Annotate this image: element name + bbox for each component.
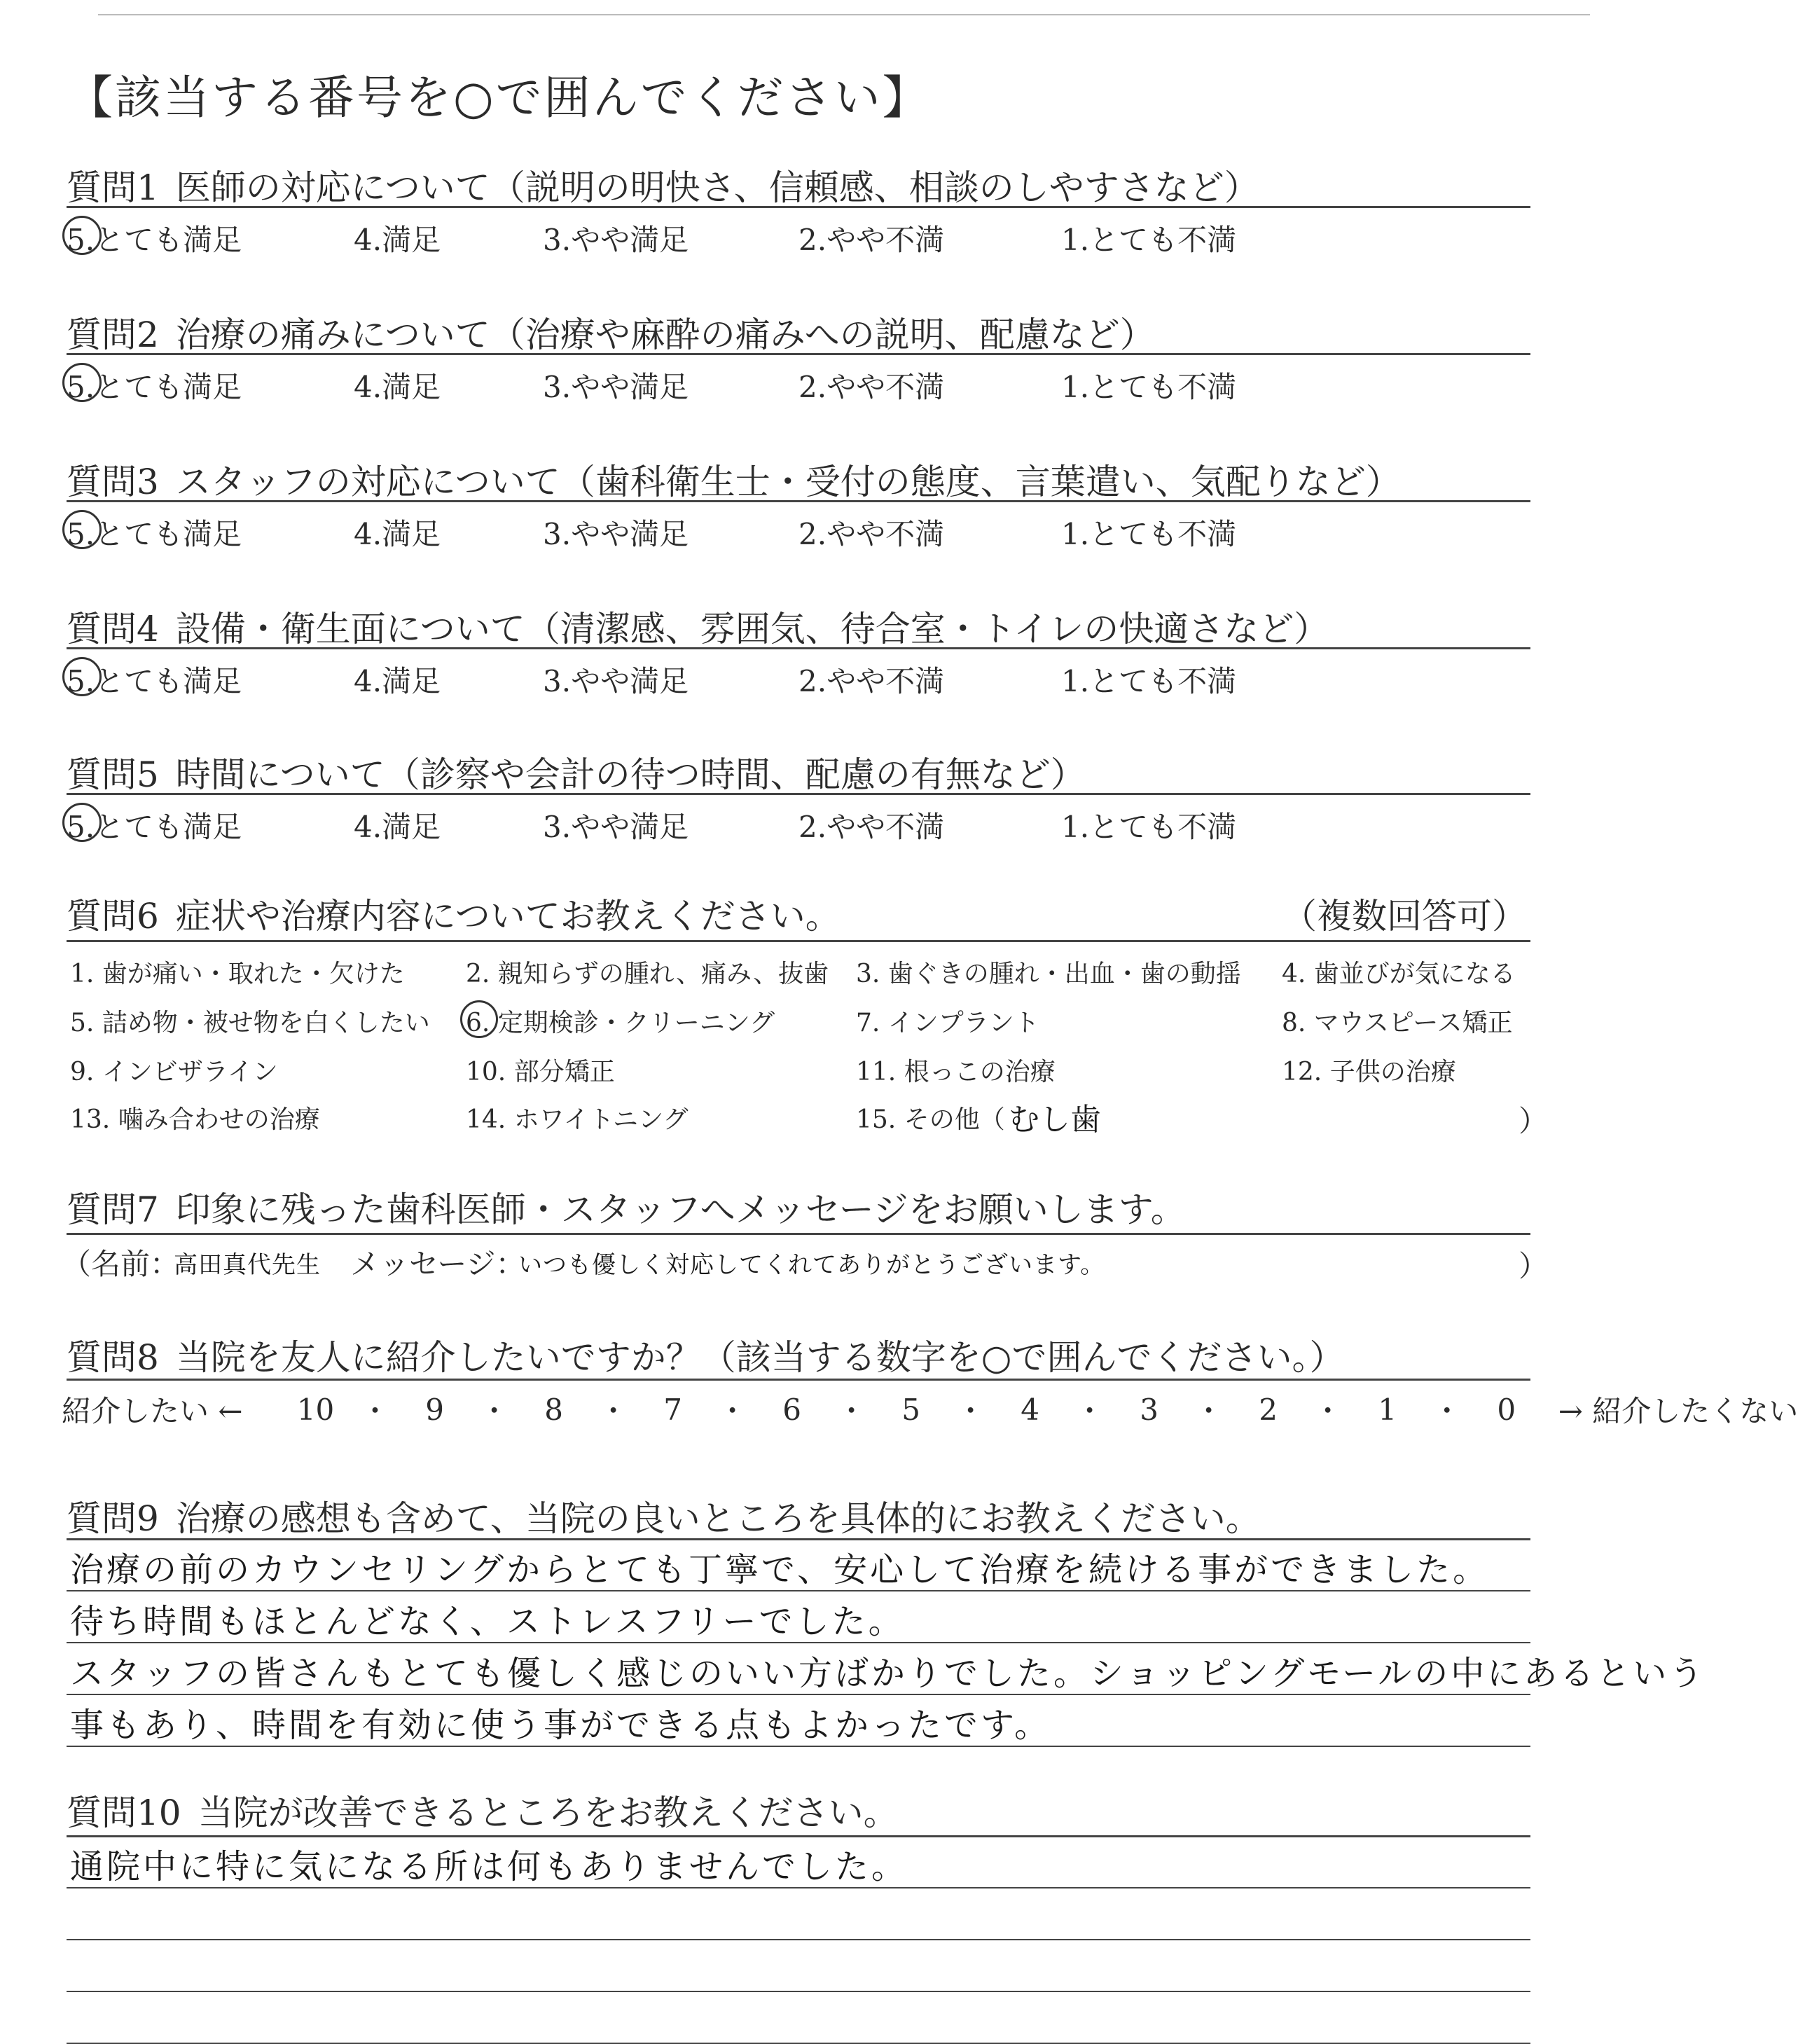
- q6-text: 症状や治療内容についてお教えください。: [175, 896, 841, 937]
- q6-option-6[interactable]: 6. 定期検診・クリーニング: [466, 1009, 775, 1037]
- q6-rule: [67, 940, 1530, 942]
- q9-rule: [67, 1538, 1530, 1540]
- q6-option-15[interactable]: 15. その他（: [856, 1105, 1005, 1134]
- q1-heading: [67, 160, 1259, 210]
- q10-heading: [67, 1785, 899, 1835]
- q7-text: 印象に残った歯科医師・スタッフへメッセージをお願いします。: [175, 1189, 1186, 1230]
- q9-rule: [67, 1590, 1530, 1591]
- q7-close-paren: ）: [1519, 1249, 1549, 1283]
- q3-rule: [67, 500, 1530, 502]
- q8-scale: [62, 1388, 1798, 1430]
- q7-heading: [67, 1182, 1186, 1232]
- q9-number: 質問9: [67, 1498, 159, 1539]
- q1-option-2[interactable]: 2.やや不満: [798, 223, 945, 257]
- q8-scale-7[interactable]: 7: [663, 1392, 682, 1427]
- q4-heading: [67, 601, 1329, 651]
- q9-answer-line[interactable]: 治療の前のカウンセリングからとても丁寧で、安心して治療を続ける事ができました。: [70, 1550, 1490, 1589]
- q6-option-7[interactable]: 7. インプラント: [856, 1009, 1039, 1037]
- q2-text: 治療の痛みについて（治療や麻酔の痛みへの説明、配慮など）: [175, 315, 1155, 355]
- q8-scale-6[interactable]: 6: [782, 1392, 801, 1427]
- q2-heading: [67, 307, 1155, 357]
- q6-other-answer[interactable]: むし歯: [1009, 1102, 1101, 1138]
- q1-option-5[interactable]: 5.とても満足: [67, 223, 242, 257]
- q8-scale-10[interactable]: 10: [296, 1392, 335, 1427]
- q9-rule: [67, 1694, 1530, 1695]
- q7-message-value[interactable]: いつも優しく対応してくれてありがとうございます。: [518, 1251, 1105, 1279]
- q1-number: 質問1: [67, 167, 159, 208]
- q4-option-2[interactable]: 2.やや不満: [798, 664, 945, 698]
- q8-scale-8[interactable]: 8: [544, 1392, 563, 1427]
- q10-rule: [67, 1835, 1530, 1837]
- q8-number: 質問8: [67, 1337, 159, 1378]
- q8-number-row: [271, 1388, 1551, 1430]
- q2-number: 質問2: [67, 315, 159, 355]
- q1-selection-circle: [62, 216, 102, 255]
- q6-option-2[interactable]: 2. 親知らずの腫れ、痛み、抜歯: [466, 960, 829, 988]
- q6-option-4[interactable]: 4. 歯並びが気になる: [1282, 960, 1516, 988]
- q5-option-4[interactable]: 4.満足: [354, 810, 441, 844]
- q4-selection-circle: [62, 657, 102, 696]
- q6-note: （複数回答可）: [1282, 896, 1527, 937]
- q6-option-1[interactable]: 1. 歯が痛い・取れた・欠けた: [70, 960, 405, 988]
- q6-option-9[interactable]: 9. インビザライン: [70, 1058, 278, 1086]
- q7-name-value[interactable]: 高田真代先生: [174, 1251, 321, 1279]
- q8-scale-0[interactable]: 0: [1497, 1392, 1516, 1427]
- q4-text: 設備・衛生面について（清潔感、雰囲気、待合室・トイレの快適さなど）: [175, 609, 1329, 649]
- q3-text: スタッフの対応について（歯科衛生士・受付の態度、言葉遣い、気配りなど）: [175, 462, 1401, 502]
- q4-number: 質問4: [67, 609, 159, 649]
- q8-scale-9[interactable]: 9: [425, 1392, 444, 1427]
- q7-message-label: メッセージ：: [350, 1247, 525, 1281]
- q8-separator: ・: [479, 1394, 509, 1428]
- q3-number: 質問3: [67, 462, 159, 502]
- q10-rule: [67, 1991, 1530, 1992]
- q9-answer-line[interactable]: 事もあり、時間を有効に使う事ができる点もよかったです。: [70, 1706, 1051, 1745]
- q6-option-12[interactable]: 12. 子供の治療: [1282, 1058, 1456, 1086]
- q1-option-4[interactable]: 4.満足: [354, 223, 441, 257]
- q6-option-3[interactable]: 3. 歯ぐきの腫れ・出血・歯の動揺: [856, 960, 1241, 988]
- q8-heading: [67, 1330, 1344, 1380]
- q10-answer-line[interactable]: 通院中に特に気になる所は何もありませんでした。: [70, 1847, 908, 1886]
- q4-option-3[interactable]: 3.やや満足: [543, 664, 689, 698]
- q8-left-label: 紹介したい ←: [62, 1394, 243, 1428]
- q5-option-3[interactable]: 3.やや満足: [543, 810, 689, 844]
- q6-option-8[interactable]: 8. マウスピース矯正: [1282, 1009, 1513, 1037]
- q7-rule: [67, 1233, 1530, 1235]
- q8-separator: ・: [598, 1394, 628, 1428]
- q5-rule: [67, 793, 1530, 795]
- q1-rule: [67, 206, 1530, 208]
- q8-scale-5[interactable]: 5: [901, 1392, 920, 1427]
- q6-heading: [67, 888, 841, 939]
- q2-option-3[interactable]: 3.やや満足: [543, 370, 689, 404]
- top-border: [98, 14, 1590, 15]
- q3-option-1[interactable]: 1.とても不満: [1061, 517, 1237, 551]
- q5-option-5[interactable]: 5.とても満足: [67, 810, 242, 844]
- q8-separator: ・: [717, 1394, 747, 1428]
- q1-option-3[interactable]: 3.やや満足: [543, 223, 689, 257]
- q4-option-1[interactable]: 1.とても不満: [1061, 664, 1237, 698]
- q9-text: 治療の感想も含めて、当院の良いところを具体的にお教えください。: [175, 1498, 1261, 1539]
- q6-option-10[interactable]: 10. 部分矯正: [466, 1058, 615, 1086]
- q3-option-3[interactable]: 3.やや満足: [543, 517, 689, 551]
- q2-option-5[interactable]: 5.とても満足: [67, 370, 242, 404]
- q8-separator: ・: [1313, 1394, 1343, 1428]
- q10-rule: [67, 1939, 1530, 1940]
- q1-text: 医師の対応について（説明の明快さ、信頼感、相談のしやすさなど）: [175, 167, 1259, 208]
- q8-separator: ・: [1074, 1394, 1105, 1428]
- q9-heading: [67, 1491, 1261, 1541]
- q10-rule: [67, 1887, 1530, 1888]
- q6-option-5[interactable]: 5. 詰め物・被せ物を白くしたい: [70, 1009, 430, 1037]
- q8-scale-2[interactable]: 2: [1259, 1392, 1278, 1427]
- q8-right-label: → 紹介したくない: [1558, 1394, 1798, 1428]
- q10-number: 質問10: [67, 1793, 181, 1833]
- q8-rule: [67, 1379, 1530, 1381]
- q3-option-4[interactable]: 4.満足: [354, 517, 441, 551]
- q10-text: 当院が改善できるところをお教えください。: [198, 1793, 899, 1833]
- q3-option-5[interactable]: 5.とても満足: [67, 517, 242, 551]
- q9-answer-line[interactable]: 待ち時間もほとんどなく、ストレスフリーでした。: [70, 1602, 905, 1641]
- q5-option-2[interactable]: 2.やや不満: [798, 810, 945, 844]
- q8-scale-4[interactable]: 4: [1021, 1392, 1039, 1427]
- q9-rule: [67, 1642, 1530, 1643]
- q3-heading: [67, 454, 1401, 504]
- q8-separator: ・: [955, 1394, 986, 1428]
- q5-selection-circle: [62, 803, 102, 842]
- q2-option-1[interactable]: 1.とても不満: [1061, 370, 1237, 404]
- q7-number: 質問7: [67, 1189, 159, 1230]
- q4-rule: [67, 647, 1530, 649]
- q2-option-2[interactable]: 2.やや不満: [798, 370, 945, 404]
- q8-scale-1[interactable]: 1: [1378, 1392, 1397, 1427]
- q7-name-label: （名前：: [62, 1247, 180, 1281]
- q6-option-11[interactable]: 11. 根っこの治療: [856, 1058, 1056, 1086]
- q9-answer-line[interactable]: スタッフの皆さんもとても優しく感じのいい方ばかりでした。ショッピングモールの中にあるという: [70, 1654, 1706, 1693]
- q8-separator: ・: [360, 1394, 390, 1428]
- q1-option-1[interactable]: 1.とても不満: [1061, 223, 1237, 257]
- q2-rule: [67, 353, 1530, 355]
- q6-option-13[interactable]: 13. 噛み合わせの治療: [70, 1105, 320, 1134]
- q6-number: 質問6: [67, 896, 159, 937]
- q4-option-4[interactable]: 4.満足: [354, 664, 441, 698]
- q8-separator: ・: [836, 1394, 866, 1428]
- q6-selection-circle: [460, 1000, 498, 1038]
- q8-scale-3[interactable]: 3: [1140, 1392, 1159, 1427]
- q8-separator: ・: [1432, 1394, 1462, 1428]
- q5-option-1[interactable]: 1.とても不満: [1061, 810, 1237, 844]
- q5-number: 質問5: [67, 754, 159, 795]
- q9-rule: [67, 1746, 1530, 1747]
- q5-heading: [67, 747, 1086, 797]
- q8-separator: ・: [1194, 1394, 1224, 1428]
- q3-selection-circle: [62, 510, 102, 549]
- q6-option-14[interactable]: 14. ホワイトニング: [466, 1105, 689, 1134]
- q2-selection-circle: [62, 363, 102, 402]
- q4-option-5[interactable]: 5.とても満足: [67, 664, 242, 698]
- q2-option-4[interactable]: 4.満足: [354, 370, 441, 404]
- q6-close-paren: ）: [1519, 1104, 1549, 1138]
- q5-text: 時間について（診察や会計の待つ時間、配慮の有無など）: [175, 754, 1086, 795]
- page-title: 【該当する番号を○で囲んでください】: [67, 71, 931, 125]
- q3-option-2[interactable]: 2.やや不満: [798, 517, 945, 551]
- q8-text: 当院を友人に紹介したいですか？（該当する数字を○で囲んでください。）: [175, 1337, 1345, 1378]
